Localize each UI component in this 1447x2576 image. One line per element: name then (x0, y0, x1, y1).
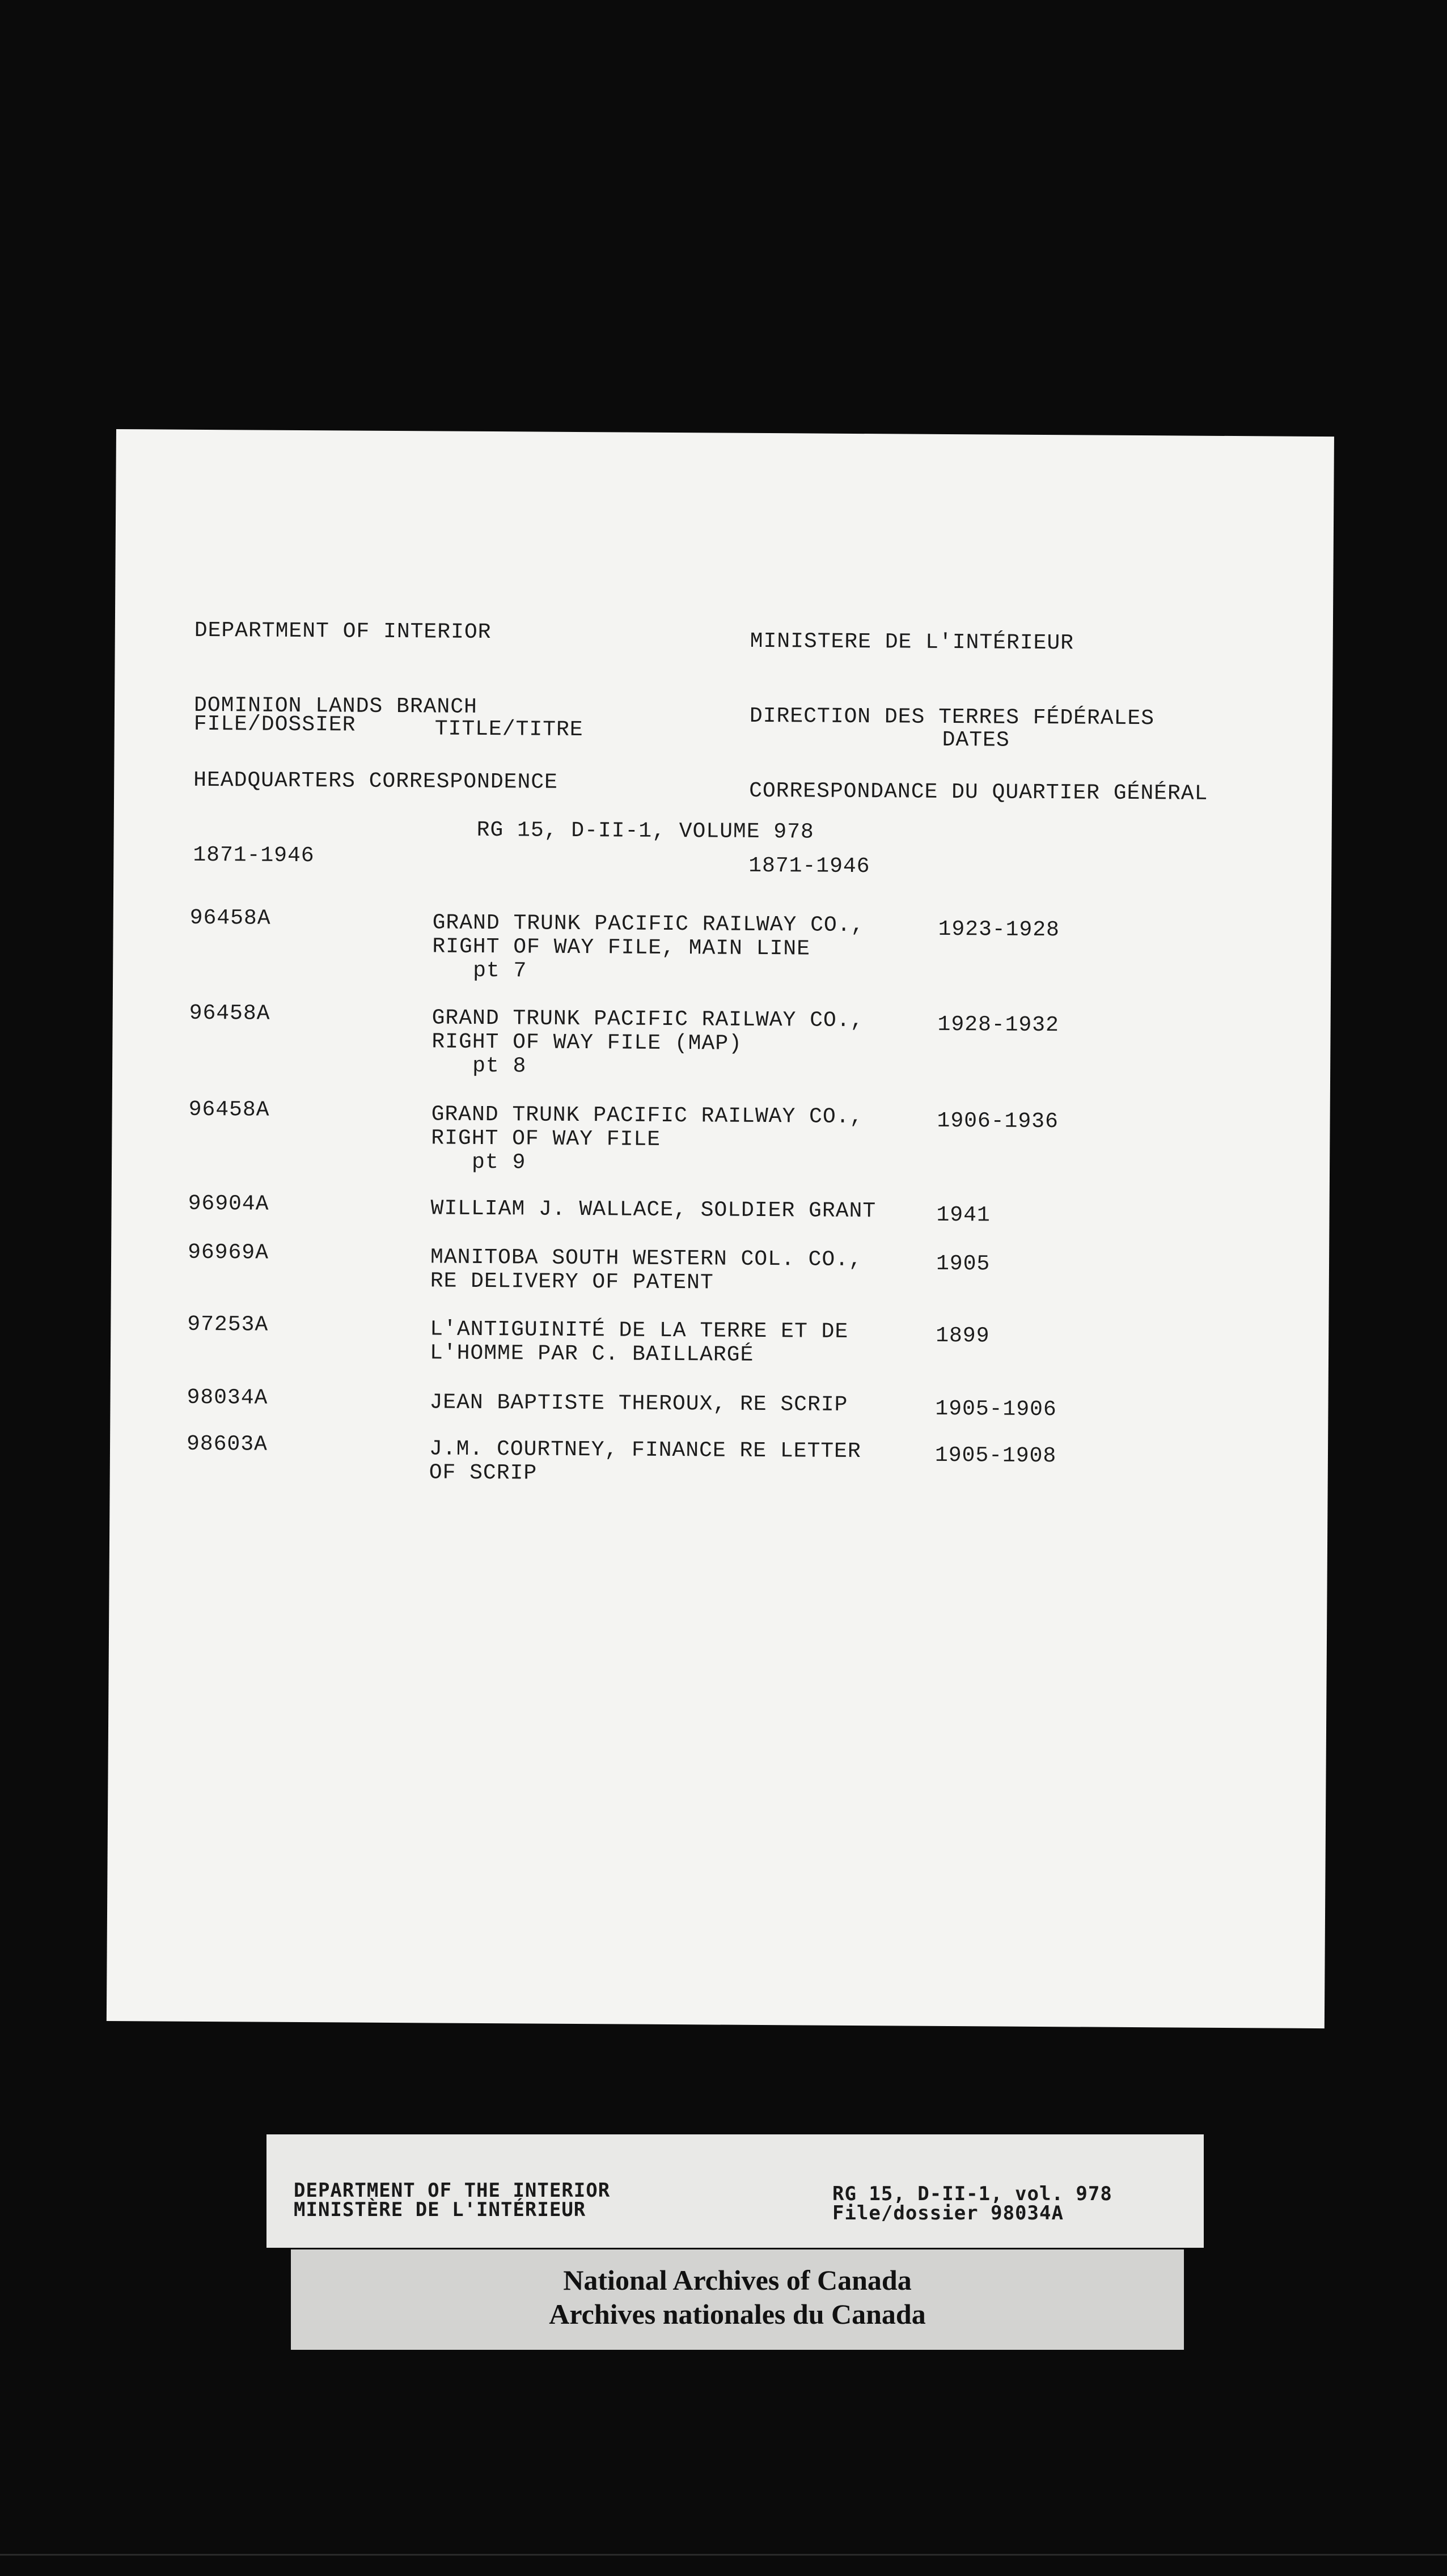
film-edge-line (0, 2554, 1447, 2556)
entry-title-line: GRAND TRUNK PACIFIC RAILWAY CO., (431, 1102, 864, 1130)
entry-title-line: L'ANTIGUINITÉ DE LA TERRE ET DE (430, 1317, 849, 1344)
entry-dates: 1923-1928 (938, 917, 1060, 943)
entry-dates: 1899 (936, 1323, 990, 1349)
entry-dates: 1905-1906 (935, 1396, 1057, 1422)
entry-file: 96969A (187, 1240, 269, 1265)
entry-file: 97253A (187, 1312, 269, 1337)
archives-label (291, 2249, 1184, 2350)
label-reference: RG 15, D-II-1, vol. 978 (832, 2183, 1112, 2205)
header-fr-line: DIRECTION DES TERRES FÉDÉRALES (749, 704, 1155, 731)
entry-title-line: JEAN BAPTISTE THEROUX, RE SCRIP (429, 1390, 848, 1417)
header-en-line: HEADQUARTERS CORRESPONDENCE (193, 768, 559, 795)
entry-file: 98603A (186, 1431, 268, 1457)
entry-title-line: GRAND TRUNK PACIFIC RAILWAY CO., (431, 1006, 864, 1033)
entry-file: 98034A (187, 1385, 268, 1410)
entry-title-line: MANITOBA SOUTH WESTERN COL. CO., (430, 1245, 862, 1273)
header-english (193, 569, 559, 920)
entry-title-line: RIGHT OF WAY FILE (431, 1126, 661, 1152)
entry-part: pt 8 (472, 1053, 527, 1079)
label-file: File/dossier 98034A (832, 2202, 1064, 2225)
header-en-line: 1871-1946 (193, 842, 315, 868)
volume-reference: RG 15, D-II-1, VOLUME 978 (476, 817, 814, 845)
label-dept-fr: MINISTÈRE DE L'INTÉRIEUR (294, 2198, 586, 2221)
entry-title-line: GRAND TRUNK PACIFIC RAILWAY CO., (432, 910, 865, 938)
entry-part: pt 7 (473, 958, 527, 984)
entry-dates: 1941 (936, 1202, 991, 1228)
entry-row (186, 1432, 1264, 1524)
header-french (748, 579, 1209, 931)
header-en-line: DOMINION LANDS BRANCH (193, 693, 478, 719)
label-dept-en: DEPARTMENT OF THE INTERIOR (294, 2179, 611, 2202)
entry-row (189, 906, 1267, 998)
header-fr-line: CORRESPONDANCE DU QUARTIER GÉNÉRAL (748, 778, 1208, 806)
entry-file: 96904A (188, 1191, 269, 1217)
archives-fr: Archives nationales du Canada (549, 2298, 926, 2330)
entry-file: 96458A (189, 1001, 270, 1026)
entry-file: 96458A (189, 905, 271, 931)
entry-title-line: RE DELIVERY OF PATENT (430, 1269, 714, 1295)
entry-file: 96458A (188, 1097, 270, 1122)
entry-dates: 1905 (936, 1251, 991, 1277)
column-dates: DATES (942, 727, 1010, 753)
column-title: TITLE/TITRE (434, 717, 583, 743)
pointer-arrow-icon (119, 1367, 170, 1435)
document-page (107, 429, 1334, 2028)
entry-dates: 1905-1908 (934, 1443, 1057, 1469)
entry-title-line: L'HOMME PAR C. BAILLARGÉ (429, 1341, 754, 1367)
file-label-strip (266, 2134, 1204, 2248)
entry-dates: 1928-1932 (937, 1012, 1059, 1038)
entry-dates: 1906-1936 (937, 1108, 1059, 1134)
entry-title-line: RIGHT OF WAY FILE (MAP) (431, 1029, 743, 1056)
entry-title-line: J.M. COURTNEY, FINANCE RE LETTER (429, 1437, 861, 1464)
entry-row (188, 1098, 1266, 1189)
entry-row (189, 1001, 1267, 1093)
header-en-line: DEPARTMENT OF INTERIOR (194, 618, 492, 645)
archives-en: National Archives of Canada (563, 2264, 912, 2296)
entry-part: pt 9 (471, 1150, 526, 1175)
entry-title-line: OF SCRIP (429, 1460, 538, 1486)
column-file: FILE/DOSSIER (193, 711, 356, 738)
header-fr-line: MINISTERE DE L'INTÉRIEUR (750, 629, 1074, 656)
entry-title-line: WILLIAM J. WALLACE, SOLDIER GRANT (430, 1196, 877, 1224)
header-fr-line: 1871-1946 (748, 853, 870, 879)
entry-title-line: RIGHT OF WAY FILE, MAIN LINE (432, 934, 811, 961)
